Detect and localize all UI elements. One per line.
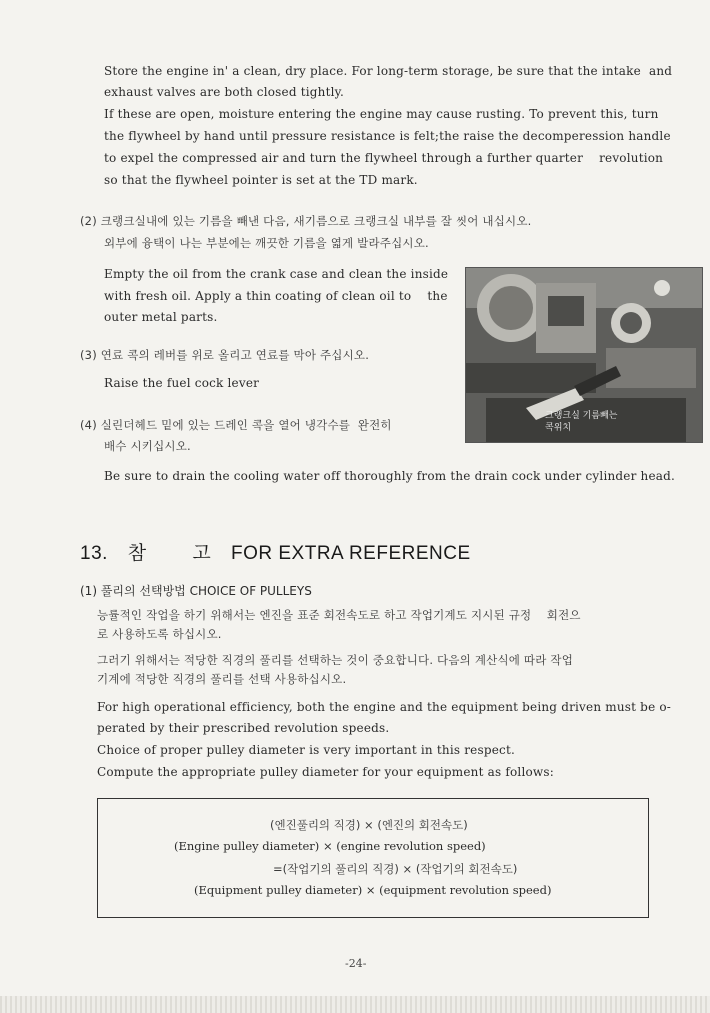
storage-line-3: If these are open, moisture entering the engine may cause rusting. To prevent this, turn — [104, 107, 659, 121]
item2-english-line-3: outer metal parts. — [104, 310, 218, 324]
formula-korean-line-2: =(작업기의 풀리의 직경) × (작업기의 회전속도) — [273, 862, 518, 876]
photo-callout-line-1: 크랭크실 기름빼는 — [545, 411, 618, 421]
scan-edge — [0, 996, 710, 1013]
page-number: -24- — [345, 957, 367, 970]
item2-korean-line-1: (2) 크랭크실내에 있는 기름을 빼낸 다음, 새기름으로 크랭크실 내부를 잘 씻어 내십시오. — [80, 214, 532, 228]
section-korean-title-a: 참 — [127, 543, 147, 564]
pulley-english-line-3: Choice of proper pulley diameter is very important in this respect. — [97, 743, 515, 757]
item3-english: Raise the fuel cock lever — [104, 376, 260, 390]
storage-line-5: to expel the compressed air and turn the flywheel through a further quarter revolution — [104, 151, 664, 165]
pulley-choice-heading: (1) 풀리의 선택방법 CHOICE OF PULLEYS — [80, 584, 312, 598]
pulley-korean-line-4: 기계에 적당한 직경의 풀리를 선택 사용하십시오. — [97, 672, 347, 686]
pulley-korean-line-2: 로 사용하도록 하십시오. — [97, 627, 222, 641]
section-number: 13. — [80, 543, 108, 564]
item4-korean-line-2: 배수 시키십시오. — [104, 439, 191, 453]
photo-callout — [545, 410, 655, 434]
storage-line-2: exhaust valves are both closed tightly. — [104, 85, 345, 99]
photo-callout-line-2: 콕위치 — [545, 423, 572, 433]
formula-english-line-2: (Equipment pulley diameter) × (equipment revolution speed) — [194, 883, 552, 897]
item2-english-line-2: with fresh oil. Apply a thin coating of clean oil to the — [104, 289, 448, 303]
storage-line-4: the flywheel by hand until pressure resistance is felt;the raise the decomperession handle — [104, 129, 671, 143]
pulley-english-line-1: For high operational efficiency, both the engine and the equipment being driven must be o- — [97, 700, 672, 714]
item4-english: Be sure to drain the cooling water off thoroughly from the drain cock under cylinder head. — [104, 469, 676, 483]
pulley-formula-box — [97, 798, 649, 918]
storage-line-1: Store the engine in' a clean, dry place. For long-term storage, be sure that the intake and — [104, 64, 673, 78]
item3-korean: (3) 연료 콕의 레버를 위로 올리고 연료를 막아 주십시오. — [80, 348, 370, 362]
section-english-title: FOR EXTRA REFERENCE — [230, 543, 471, 564]
section-korean-title-b: 고 — [192, 543, 212, 564]
pulley-korean-line-1: 능률적인 작업을 하기 위해서는 엔진을 표준 회전속도로 하고 작업기계도 지시된 규정 회전으 — [97, 608, 581, 622]
item2-korean-line-2: 외부에 융택이 나는 부분에는 깨끗한 기름을 엷게 발라주십시오. — [104, 236, 429, 250]
pulley-english-line-2: perated by their prescribed revolution speeds. — [97, 721, 390, 735]
storage-line-6: so that the flywheel pointer is set at the TD mark. — [104, 173, 418, 187]
section-13-heading — [80, 538, 471, 565]
formula-korean-line-1: (엔진풀리의 직경) × (엔진의 회전속도) — [270, 818, 468, 832]
pulley-korean-line-3: 그러기 위해서는 적당한 직경의 풀리를 선택하는 것이 중요합니다. 다음의 계산식에 따라 작업 — [97, 653, 574, 667]
item4-korean-line-1: (4) 실린더헤드 밑에 있는 드레인 콕을 열어 냉각수를 완전히 — [80, 418, 392, 432]
item2-english-line-1: Empty the oil from the crank case and clean the inside — [104, 267, 449, 281]
formula-english-line-1: (Engine pulley diameter) × (engine revolution speed) — [174, 839, 486, 853]
pulley-english-line-4: Compute the appropriate pulley diameter for your equipment as follows: — [97, 765, 554, 779]
